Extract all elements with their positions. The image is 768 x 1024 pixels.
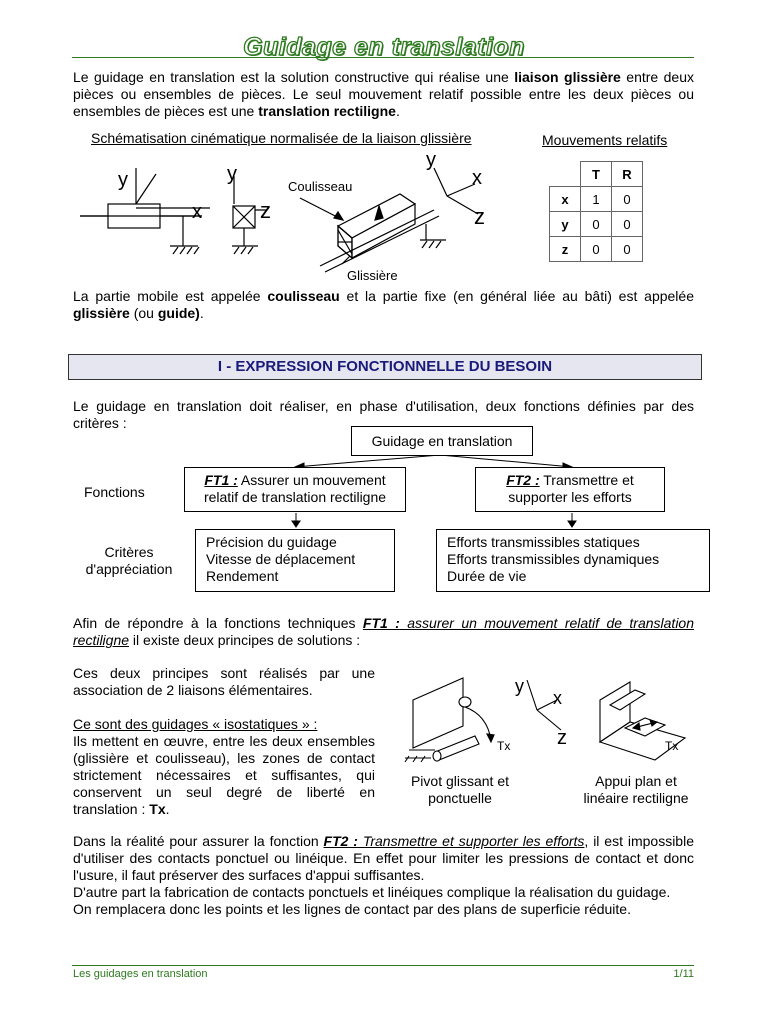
label-y-fig: y: [515, 676, 524, 696]
label-z-4: z: [474, 204, 485, 229]
principes-column: [73, 665, 375, 818]
footer-rule: [72, 965, 694, 966]
principes-heading: Ce sont des guidages « isostatiques » :: [73, 716, 318, 732]
list-item: Rendement: [206, 568, 279, 584]
header-t: T: [581, 162, 612, 187]
label-criteres: Critères d'appréciation: [85, 544, 173, 577]
label-x-1: x: [192, 201, 202, 223]
intro-text-1: Le guidage en translation est la solution constructive qui réalise une: [73, 69, 515, 85]
label-y-2: y: [227, 163, 237, 185]
kinematic-schema-diagram: [70, 148, 540, 288]
table-row: x 1 0: [550, 187, 643, 212]
criteria-box-ft2: [436, 529, 710, 592]
ft2-paragraph: Dans la réalité pour assurer la fonction FT2 : Transmettre et supporter les efforts, il est impossible d'utiliser des contacts ponctuel ou linéique. En effet pour limiter les pressions de contact et donc l'usure, il faut préserver des surfaces d'appui suffisantes. D'autre part la fabrication de contacts ponctuels et linéiques complique la réalisation du guidage. On remplacera donc les points et les lignes de contact par des plans de superficie réduite.: [73, 833, 694, 917]
principes-text-1: Ces deux principes sont réalisés par une association de 2 liaisons élémentaires.: [73, 665, 375, 698]
axis-y-fig: [527, 680, 537, 710]
besoin-paragraph: Le guidage en translation doit réaliser, en phase d'utilisation, deux fonctions définies par des critères :: [73, 398, 694, 431]
label-coulisseau: Coulisseau: [288, 179, 353, 194]
schema-caption: Schématisation cinématique normalisée de la liaison glissière: [91, 130, 472, 146]
principes-text-2: Ils mettent en œuvre, entre les deux ensembles (glissière et coulisseau), les zones de contact strictement nécessaires et suffisantes, qui conservent un seul degré de liberté en translation : Tx.: [73, 733, 375, 817]
intro-text-2: entre deux pièces ou ensembles de pièces. Le seul mouvement relatif possible entre les deux pièces ou ensembles de pièces est une: [73, 69, 694, 119]
pivot-plate: [413, 678, 463, 748]
table-row: z 0 0: [550, 237, 643, 262]
intro-text-3: .: [395, 103, 400, 119]
principles-figures: [395, 670, 705, 770]
table-row: y 0 0: [550, 212, 643, 237]
intro-bold-2: translation rectiligne: [258, 103, 396, 119]
footer-title: Les guidages en translation: [73, 968, 208, 980]
ft1-box: FT1 : Assurer un mouvement relatif de translation rectiligne: [184, 467, 406, 512]
root-function-box: Guidage en translation: [351, 426, 533, 456]
page-title: Guidage en translation: [243, 33, 525, 61]
header-r: R: [612, 162, 643, 187]
section-heading: I - EXPRESSION FONCTIONNELLE DU BESOIN: [68, 354, 702, 380]
movements-caption: Mouvements relatifs: [542, 132, 668, 148]
axis-y-4: [434, 168, 447, 196]
label-glissiere: Glissière: [347, 268, 398, 283]
ft1-paragraph: Afin de répondre à la fonctions techniques FT1 : assurer un mouvement relatif de translation rectiligne il existe deux principes de solutions :: [73, 615, 694, 648]
criteria-box-ft1: [195, 529, 395, 592]
list-item: Efforts transmissibles dynamiques: [447, 551, 660, 567]
label-y-4: y: [426, 149, 436, 171]
list-item: Vitesse de déplacement: [206, 551, 356, 567]
movements-table: [549, 161, 643, 262]
label-z-fig: z: [557, 727, 567, 749]
label-tx-1: Tx: [497, 739, 511, 753]
label-x-fig: x: [553, 688, 562, 708]
page-number: 1/11: [673, 968, 694, 980]
intro-bold-1: liaison glissière: [514, 69, 621, 85]
label-x-4: x: [472, 167, 482, 189]
label-z-2: z: [260, 198, 271, 223]
list-item: Efforts transmissibles statiques: [447, 534, 640, 550]
label-tx-2: Tx: [665, 739, 679, 753]
axis-x-4: [447, 184, 475, 196]
mobile-paragraph: La partie mobile est appelée coulisseau et la partie fixe (en général liée au bâti) est appelée glissière (ou guide).: [73, 288, 694, 321]
title-rule: [72, 57, 694, 58]
intro-paragraph: [73, 69, 694, 120]
fig1-caption: Pivot glissant et ponctuelle: [410, 773, 510, 806]
pivot-shaft: [435, 736, 479, 760]
label-y-1: y: [118, 169, 128, 191]
fig2-caption: Appui plan et linéaire rectiligne: [583, 773, 689, 806]
list-item: Durée de vie: [447, 568, 527, 584]
ft2-box: FT2 : Transmettre et supporter les efforts: [475, 467, 665, 512]
label-fonctions: Fonctions: [84, 484, 145, 500]
list-item: Précision du guidage: [206, 534, 337, 550]
